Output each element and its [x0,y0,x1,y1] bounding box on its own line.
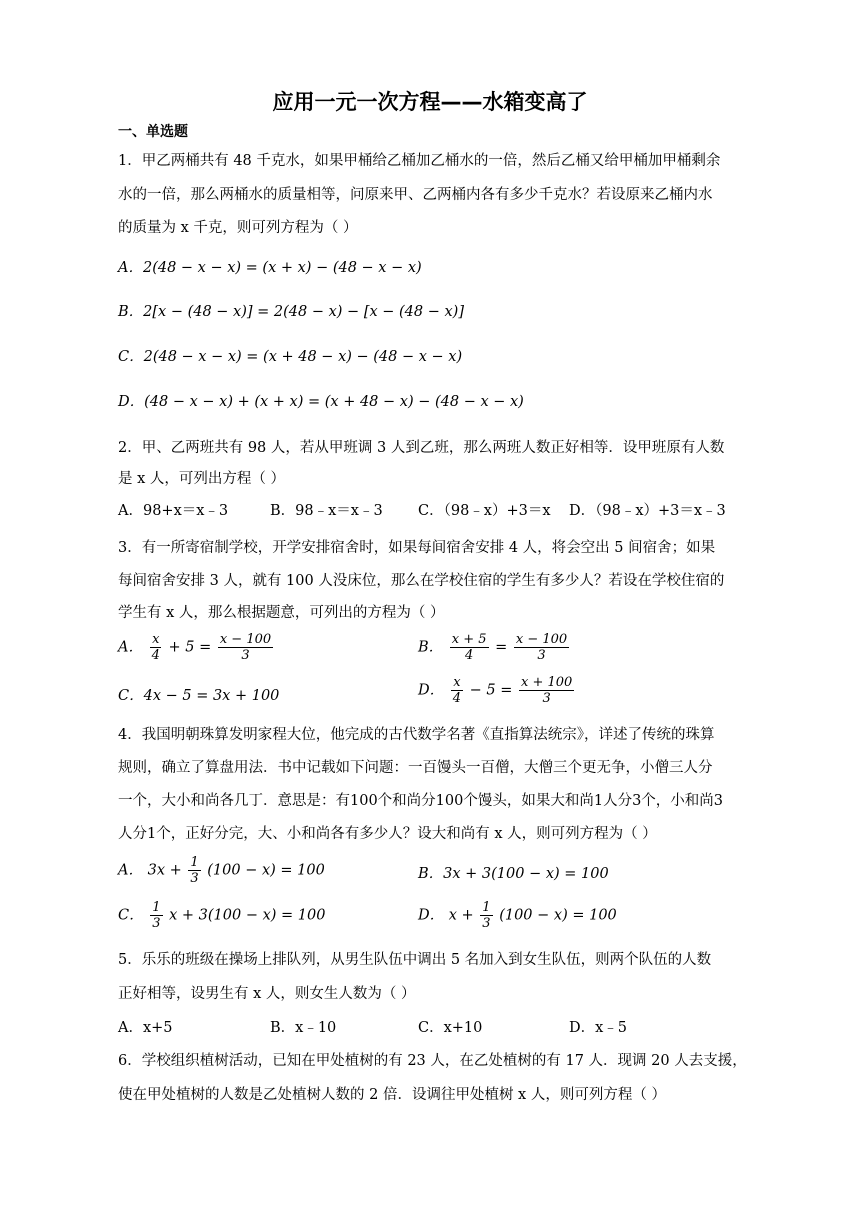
question-3-option-b: B． $\frac{x + 5}{4}$ = $\frac{x - 100}{3}$ [418,632,568,663]
question-4-line-1: 4．我国明朝珠算发明家程大位，他完成的古代数学名著《直指算法统宗》，详述了传统的珠算 [118,727,715,743]
option-label: D． [418,682,445,699]
question-4-option-c: C． $\frac{1}{3}$ x + 3(100 − x) = 100 [118,900,326,931]
question-4-line-3: 一个，大小和尚各几丁．意思是：有100个和尚分100个馒头，如果大和尚1人分3个，小和尚3 [118,793,724,809]
question-2-option-d: D．（98﹣x）+3＝x﹣3 [569,503,726,519]
question-2-line-2: 是 x 人，可列出方程（ ） [118,471,286,487]
question-5-option-c: C．x+10 [418,1020,483,1036]
option-label: A． [118,862,143,879]
fraction: $\frac{x - 100}{3}$ [219,632,272,663]
question-1-option-c: C．2(48 − x − x) = (x + 48 − x) − (48 − x − x) [118,349,463,365]
question-1-option-a: A．2(48 − x − x) = (x + x) − (48 − x − x) [118,260,422,276]
question-2-option-b: B．98﹣x＝x﹣3 [270,503,383,519]
question-4-option-b: B．3x + 3(100 − x) = 100 [418,866,609,882]
fraction: $\frac{x}{4}$ [452,675,462,706]
option-label: D． [418,907,445,924]
fraction: $\frac{1}{3}$ [152,900,161,931]
question-3-option-c: C．4x − 5 = 3x + 100 [118,688,280,704]
question-1-option-d: D．(48 − x − x) + (x + x) = (x + 48 − x) − (48 − x − x) [118,394,524,410]
question-3-line-1: 3．有一所寄宿制学校，开学安排宿舍时，如果每间宿舍安排 4 人，将会空出 5 间宿舍；如果 [118,540,716,556]
fraction: $\frac{x + 5}{4}$ [451,632,487,663]
question-2-option-a: A．98+x＝x﹣3 [118,503,229,519]
question-3-line-3: 学生有 x 人，那么根据题意，可列出的方程为（ ） [118,605,445,621]
question-5-option-b: B．x﹣10 [270,1020,337,1036]
question-1-option-b: B．2[x − (48 − x)] = 2(48 − x) − [x − (48 − x)] [118,304,464,320]
question-5-option-a: A．x+5 [118,1020,173,1036]
question-5-line-1: 5．乐乐的班级在操场上排队列，从男生队伍中调出 5 名加入到女生队伍，则两个队伍的人数 [118,952,712,968]
fraction: $\frac{1}{3}$ [190,855,199,886]
question-2-line-1: 2．甲、乙两班共有 98 人，若从甲班调 3 人到乙班，那么两班人数正好相等．设甲班原有人数 [118,440,725,456]
question-2-option-c: C．（98﹣x）+3＝x [418,503,551,519]
question-6-line-1: 6．学校组织植树活动，已知在甲处植树的有 23 人，在乙处植树的有 17 人．现调 20 人去支援， [118,1053,747,1069]
document-title: 应用一元一次方程——水箱变高了 [272,90,588,114]
question-5-option-d: D．x﹣5 [569,1020,628,1036]
question-1-line-1: 1．甲乙两桶共有 48 千克水，如果甲桶给乙桶加乙桶水的一倍，然后乙桶又给甲桶加甲桶剩余 [118,153,721,169]
question-4-line-2: 规则，确立了算盘用法．书中记载如下问题：一百馒头一百僧，大僧三个更无争，小僧三人分 [118,760,713,776]
question-1-line-2: 水的一倍，那么两桶水的质量相等，问原来甲、乙两桶内各有多少千克水？若设原来乙桶内水 [118,187,713,203]
question-4-option-d: D． x + $\frac{1}{3}$ (100 − x) = 100 [418,900,617,931]
fraction: $\frac{x - 100}{3}$ [515,632,568,663]
option-label: A． [118,639,143,656]
question-4-line-4: 人分1个，正好分完，大、小和尚各有多少人？设大和尚有 x 人，则可列方程为（ ） [118,826,657,842]
question-4-option-a: A． 3x + $\frac{1}{3}$ (100 − x) = 100 [118,855,325,886]
question-3-line-2: 每间宿舍安排 3 人，就有 100 人没床位，那么在学校住宿的学生有多少人？若设在学校住宿的 [118,573,725,589]
section-heading: 一、单选题 [118,124,188,140]
option-label: C． [118,907,144,924]
question-3-option-a: A． $\frac{x}{4}$ + 5 = $\frac{x - 100}{3}$ [118,632,272,663]
fraction: $\frac{1}{3}$ [482,900,491,931]
question-6-line-2: 使在甲处植树的人数是乙处植树人数的 2 倍．设调往甲处植树 x 人，则可列方程（ ） [118,1087,666,1103]
question-5-line-2: 正好相等，设男生有 x 人，则女生人数为（ ） [118,986,416,1002]
question-1-line-3: 的质量为 x 千克，则可列方程为（ ） [118,220,358,236]
question-3-option-d: D． $\frac{x}{4}$ − 5 = $\frac{x + 100}{3}$ [418,675,573,706]
option-label: B． [418,639,444,656]
fraction: $\frac{x}{4}$ [151,632,160,663]
fraction: $\frac{x + 100}{3}$ [521,675,573,706]
